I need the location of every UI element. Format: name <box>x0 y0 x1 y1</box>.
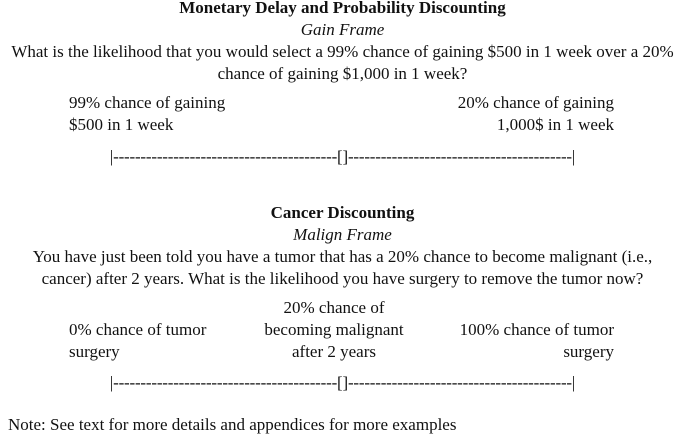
gain-left-anchor-line2: $500 in 1 week <box>69 115 174 134</box>
gain-frame-label: Gain Frame <box>300 20 385 39</box>
cancer-right-anchor-line2: surgery <box>563 342 614 361</box>
cancer-mid-anchor-line2: becoming malignant <box>264 320 404 339</box>
cancer-likelihood-slider[interactable]: |-----------------------------------------[]-----------------------------------------| <box>109 373 576 392</box>
cancer-right-anchor-line1: 100% chance of tumor <box>459 320 614 339</box>
gain-left-anchor-line1: 99% chance of gaining <box>69 93 226 112</box>
cancer-title: Cancer Discounting <box>270 203 415 222</box>
cancer-question-line2: cancer) after 2 years. What is the likelihood you have surgery to remove the tumor now? <box>41 269 644 288</box>
gain-right-anchor-line1: 20% chance of gaining <box>457 93 614 112</box>
cancer-mid-anchor-line1: 20% chance of <box>283 298 385 317</box>
gain-title: Monetary Delay and Probability Discounting <box>179 0 506 17</box>
cancer-question-line1: You have just been told you have a tumor that has a 20% chance to become malignant (i.e., <box>32 247 653 266</box>
gain-question-line2: chance of gaining $1,000 in 1 week? <box>217 64 468 83</box>
cancer-mid-anchor-line3: after 2 years <box>291 342 376 361</box>
gain-question-line1: What is the likelihood that you would select a 99% chance of gaining $500 in 1 week over a 20% <box>11 42 674 61</box>
cancer-frame-label: Malign Frame <box>293 225 392 244</box>
gain-likelihood-slider[interactable]: |-----------------------------------------[]-----------------------------------------| <box>109 147 576 166</box>
footnote: Note: See text for more details and appendices for more examples <box>8 415 457 434</box>
gain-right-anchor-line2: 1,000$ in 1 week <box>496 115 614 134</box>
cancer-left-anchor-line2: surgery <box>69 342 120 361</box>
cancer-left-anchor-line1: 0% chance of tumor <box>69 320 207 339</box>
